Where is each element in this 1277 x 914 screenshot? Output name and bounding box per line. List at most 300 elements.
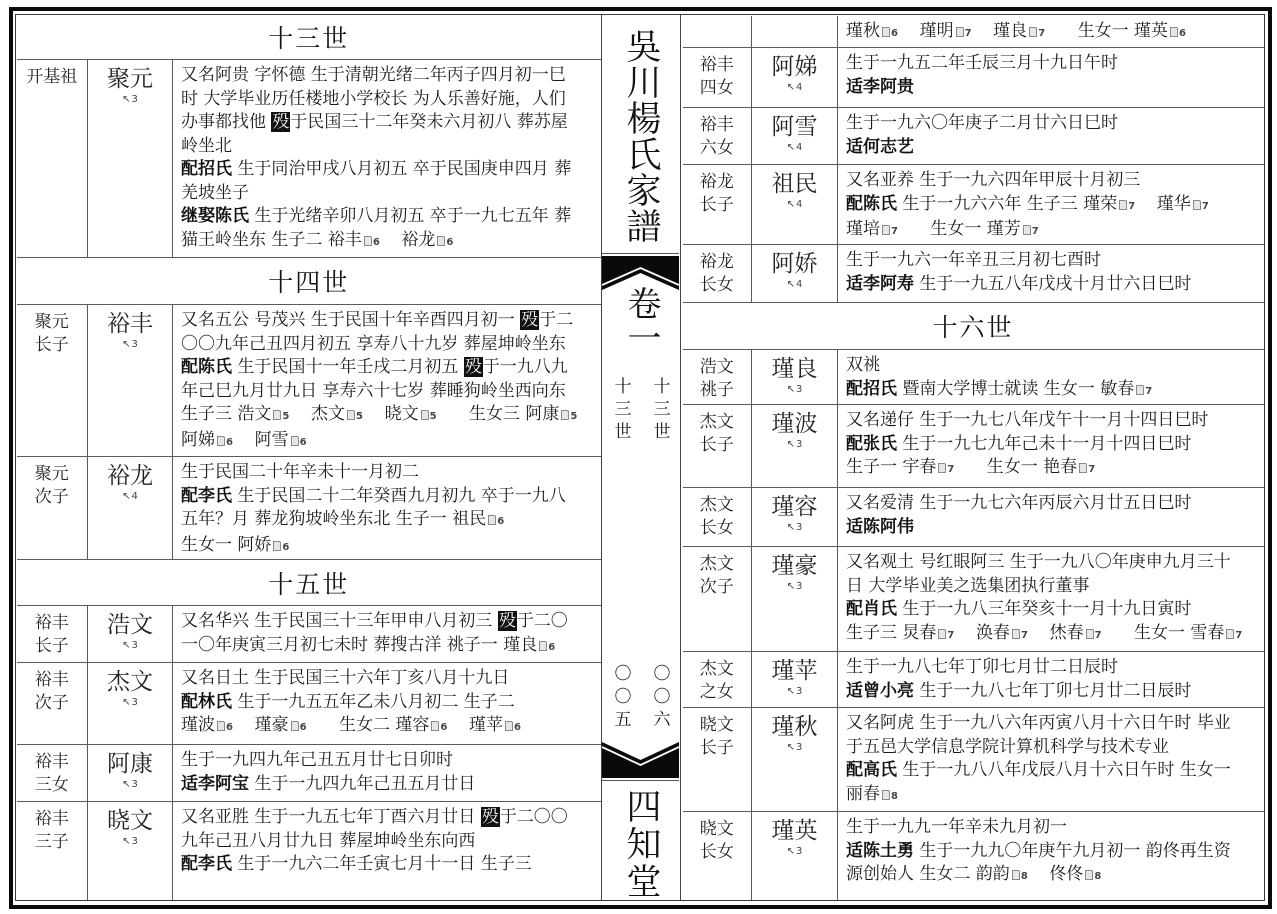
page-reference	[954, 21, 972, 41]
page-ref-icon	[488, 515, 496, 525]
relation-line: 杰文	[699, 412, 734, 432]
detail-cell	[838, 652, 1264, 707]
relation-line: 三子	[34, 832, 69, 852]
spouse-name: 继娶陈氏	[181, 206, 249, 226]
relation-cell	[683, 16, 753, 48]
relation-line: 裕丰	[34, 613, 69, 633]
entry-text: 生于一九四九年己丑五月廿七日卯时	[181, 750, 453, 770]
page-reference	[1224, 623, 1242, 643]
detail-line	[846, 575, 1260, 599]
detail-line	[846, 863, 1260, 889]
back-reference	[88, 339, 172, 350]
detail-line	[181, 667, 597, 691]
generation-label: 十三世	[268, 24, 350, 54]
detail-line	[181, 158, 597, 182]
page-ref-icon	[1193, 200, 1201, 210]
entry-text: 瑾秋	[846, 20, 880, 41]
back-reference	[752, 279, 837, 290]
entry-text: 又名华兴 生于民国三十三年甲申八月初三	[181, 611, 498, 631]
relation-cell	[17, 802, 89, 900]
page-reference	[435, 230, 453, 250]
relation-line: 长女	[699, 518, 734, 538]
entry-text: 生于一九五五年乙未八月初二 生子二	[232, 691, 515, 712]
entry-text: 生于一九六〇年庚子二月廿六日巳时	[846, 113, 1118, 133]
relation-line: 杰文	[699, 495, 734, 515]
page-ref-number: 8	[1094, 871, 1102, 882]
relation-cell	[683, 48, 753, 107]
detail-line	[846, 736, 1260, 760]
relation-line: 裕丰	[699, 115, 734, 135]
relation-line: 长女	[699, 842, 734, 862]
page-reference	[215, 430, 233, 450]
page-reference	[880, 784, 898, 804]
spouse-name: 配招氏	[846, 378, 897, 399]
page-ref-icon	[1012, 629, 1020, 639]
top-chevron-band-icon	[602, 256, 679, 290]
back-ref-number: 3	[131, 697, 138, 708]
page-ref-number: 5	[356, 411, 363, 422]
relation-cell	[17, 606, 89, 662]
back-ref-number: 3	[131, 779, 138, 790]
name-cell	[88, 60, 173, 257]
entry-text: 生于光绪辛卯八月初五 卒于一九七五年 葬	[249, 206, 572, 226]
entry-text: 于五邑大学信息学院计算机科学与技术专业	[846, 736, 1169, 757]
back-ref-arrow-icon: ↖	[122, 491, 131, 502]
entry-text: 丽春	[846, 783, 880, 804]
spouse-name: 适陈土勇	[846, 840, 914, 861]
page-ref-icon	[1119, 200, 1127, 210]
entry-text: 裕龙	[379, 229, 436, 250]
detail-line	[846, 840, 1260, 864]
entry-text: 阿雪	[232, 429, 289, 450]
generation-header	[17, 258, 602, 305]
detail-line	[846, 218, 1260, 244]
back-ref-number: 3	[796, 742, 803, 753]
relation-line: 裕丰	[34, 670, 69, 690]
spouse-name: 适李阿寿	[846, 273, 914, 294]
detail-cell	[838, 547, 1264, 651]
detail-line	[181, 508, 597, 534]
member-entry	[17, 663, 602, 745]
entry-text: 〇〇九年己丑四月初五 享寿八十九岁 葬屋坤岭坐东	[181, 333, 566, 354]
page-reference	[1077, 457, 1095, 477]
relation-cell	[17, 457, 89, 559]
detail-line	[181, 182, 597, 206]
page-ref-number: 7	[1088, 464, 1096, 475]
spouse-name: 配招氏	[181, 159, 232, 179]
spouse-name: 适何志艺	[846, 136, 914, 157]
spouse-name: 配李氏	[181, 854, 232, 874]
back-reference	[752, 742, 837, 753]
detail-line	[846, 112, 1260, 136]
entry-text: 瑾明	[897, 20, 954, 41]
spouse-name: 适李阿宝	[181, 773, 249, 794]
back-ref-number: 3	[131, 339, 138, 350]
relation-cell	[17, 663, 89, 744]
page-ref-icon	[561, 410, 569, 420]
page-ref-icon	[938, 629, 946, 639]
member-entry	[683, 350, 1264, 405]
page-reference	[429, 715, 447, 735]
back-reference	[752, 686, 837, 697]
detail-line	[846, 680, 1260, 704]
back-reference	[752, 384, 837, 395]
page-ref-icon	[539, 641, 547, 651]
member-name: 晓文	[107, 808, 153, 834]
entry-text: 于一九八九	[482, 357, 568, 377]
relation-cell	[683, 108, 753, 164]
name-cell	[752, 350, 838, 404]
entry-text: 又名爱清 生于一九七六年丙辰六月廿五日巳时	[846, 493, 1192, 513]
page-reference	[345, 404, 363, 424]
right-page-table	[683, 16, 1264, 900]
back-ref-arrow-icon: ↖	[786, 82, 795, 93]
entry-text: 生于一九八七年丁卯七月廿二日辰时	[846, 657, 1118, 677]
page-ref-number: 5	[429, 411, 437, 422]
page-ref-number: 6	[891, 27, 898, 39]
page-reference	[271, 404, 289, 424]
detail-line	[846, 20, 1260, 46]
back-ref-number: 3	[796, 384, 803, 395]
page-ref-number: 6	[372, 236, 380, 248]
page-reference	[936, 457, 954, 477]
entry-text: 佟佟	[1027, 864, 1084, 884]
name-cell	[752, 488, 838, 546]
back-ref-arrow-icon: ↖	[122, 339, 131, 350]
back-ref-number: 3	[796, 581, 803, 592]
page-reference	[1117, 194, 1135, 214]
back-ref-arrow-icon: ↖	[122, 779, 131, 790]
relation-line: 聚元	[34, 464, 69, 484]
page-ref-number: 7	[1094, 629, 1102, 641]
relation-line: 次子	[34, 693, 69, 713]
page-reference	[1191, 194, 1209, 214]
member-entry	[683, 405, 1264, 488]
detail-line	[846, 273, 1260, 297]
entry-text: 双祧	[846, 355, 880, 375]
page-ref-icon	[938, 463, 946, 473]
entry-text: 时 大学毕业历任楼地小学校长 为人乐善好施，人们	[181, 88, 566, 109]
name-cell	[88, 745, 173, 801]
entry-text: 办事都找他	[181, 112, 272, 132]
back-ref-arrow-icon: ↖	[122, 697, 131, 708]
page-reference	[1083, 864, 1101, 884]
back-ref-number: 3	[131, 836, 138, 847]
back-ref-arrow-icon: ↖	[786, 279, 795, 290]
detail-line	[181, 853, 597, 877]
member-name: 瑾苹	[771, 658, 818, 684]
relation-cell	[683, 547, 753, 651]
detail-line	[846, 378, 1260, 404]
page-reference	[1021, 219, 1039, 239]
page-ref-icon	[882, 225, 890, 235]
page-ref-icon	[1086, 629, 1094, 639]
detail-line	[846, 169, 1260, 193]
member-entry	[17, 606, 602, 663]
page-ref-number: 7	[1031, 226, 1039, 237]
page-ref-icon	[1136, 385, 1144, 395]
detail-line	[846, 433, 1260, 457]
page-ref-number: 6	[548, 641, 556, 653]
detail-line	[846, 783, 1260, 809]
entry-text: 生子三 浩文	[181, 404, 272, 424]
page-reference	[1134, 379, 1152, 399]
name-cell	[88, 802, 173, 900]
member-entry	[17, 60, 602, 258]
relation-line: 裕龙	[699, 252, 734, 272]
entry-text: 又名观土 号红眼阿三 生于一九八〇年庚申九月三十	[846, 552, 1231, 572]
entry-text: 瑾华	[1135, 193, 1191, 214]
page-ref-icon	[431, 721, 439, 731]
detail-cell	[838, 48, 1264, 107]
entry-text: 生于一九八三年癸亥十一月十九日寅时	[897, 599, 1192, 619]
detail-cell	[173, 457, 601, 559]
detail-cell	[838, 16, 1264, 48]
back-ref-arrow-icon: ↖	[786, 439, 795, 450]
detail-line	[181, 64, 597, 88]
entry-text: 生于一九四九年己丑五月廿日	[249, 773, 476, 794]
relation-cell	[17, 60, 89, 257]
back-reference	[88, 94, 172, 105]
back-reference	[88, 836, 172, 847]
detail-line	[846, 249, 1260, 273]
left-generation-marker: 十三世	[610, 376, 631, 444]
member-name: 浩文	[107, 612, 153, 638]
page-ref-number: 7	[1128, 200, 1136, 212]
entry-text: 生于一九八八年戊辰八月十六日午时 生女一	[897, 760, 1231, 780]
back-reference	[88, 697, 172, 708]
entry-text: 岭坐北	[181, 135, 232, 156]
member-name: 祖民	[771, 171, 818, 197]
spouse-name: 适李阿贵	[846, 76, 914, 97]
page-ref-number: 8	[1020, 871, 1028, 882]
relation-line: 裕龙	[699, 172, 734, 192]
detail-cell	[173, 745, 601, 801]
page-reference	[537, 635, 555, 655]
relation-line: 晓文	[699, 819, 734, 839]
detail-line	[846, 409, 1260, 433]
back-ref-number: 3	[796, 686, 803, 697]
entry-text: 一〇年庚寅三月初七未时 葬搜古洋 祧子一 瑾良	[181, 634, 538, 655]
detail-line	[181, 610, 597, 634]
entry-text: 生于同治甲戌八月初五 卒于民国庚申四月 葬	[232, 159, 572, 179]
detail-cell	[173, 802, 601, 900]
spouse-name: 适陈阿伟	[846, 516, 914, 537]
member-entry	[17, 305, 602, 457]
page-ref-number: 6	[446, 236, 454, 248]
member-name: 瑾良	[771, 356, 818, 382]
relation-line: 开基祖	[26, 67, 78, 87]
member-name: 阿娇	[771, 251, 818, 277]
entry-text: 生于一九六一年辛丑三月初七酉时	[846, 250, 1101, 270]
entry-text: 生于一九五二年壬辰三月十九日午时	[846, 53, 1118, 73]
member-entry	[683, 108, 1264, 165]
back-ref-number: 3	[796, 522, 803, 533]
detail-line	[181, 691, 597, 715]
detail-line	[846, 354, 1260, 378]
member-entry	[683, 812, 1264, 900]
page-ref-icon	[217, 436, 225, 446]
member-name: 瑾秋	[771, 714, 818, 740]
page-ref-number: 6	[440, 722, 448, 733]
page-ref-icon	[364, 236, 372, 246]
member-name: 瑾容	[771, 494, 818, 520]
entry-text: 烋春	[1027, 622, 1084, 643]
back-ref-arrow-icon: ↖	[122, 836, 131, 847]
entry-text: 暨南大学博士就读 生女一 敏春	[897, 378, 1135, 399]
page-reference	[289, 715, 307, 735]
relation-line: 次子	[34, 487, 69, 507]
entry-text: 生于一九九一年辛未九月初一	[846, 817, 1067, 837]
page-reference	[362, 230, 380, 250]
page-ref-icon	[1023, 225, 1031, 235]
name-cell	[88, 663, 173, 744]
entry-text: 瑾苹	[447, 715, 503, 735]
back-ref-arrow-icon: ↖	[786, 742, 795, 753]
entry-text: 瑾良	[971, 20, 1028, 41]
spouse-name: 配张氏	[846, 433, 897, 454]
page-reference	[936, 623, 954, 643]
spouse-name: 配陈氏	[846, 193, 897, 214]
detail-cell	[838, 165, 1264, 244]
name-cell	[752, 708, 838, 811]
name-cell	[752, 48, 838, 107]
back-reference	[752, 846, 837, 857]
detail-line	[181, 806, 597, 830]
relation-line: 杰文	[699, 554, 734, 574]
entry-text: 生于民国二十年辛未十一月初二	[181, 462, 419, 482]
relation-line: 祧子	[699, 380, 734, 400]
detail-line	[846, 551, 1260, 575]
back-reference	[752, 581, 837, 592]
relation-line: 聚元	[34, 312, 69, 332]
relation-cell	[683, 350, 753, 404]
member-name: 聚元	[107, 66, 153, 92]
entry-text: 阿娣	[181, 429, 215, 450]
page-reference	[215, 715, 233, 735]
page-reference	[1084, 623, 1102, 643]
page-ref-number: 7	[947, 464, 955, 475]
relation-line: 之女	[699, 682, 734, 702]
back-reference	[752, 439, 837, 450]
page-ref-icon	[505, 721, 513, 731]
entry-text: 生于民国十一年壬戌二月初五	[232, 357, 464, 377]
detail-cell	[838, 245, 1264, 302]
entry-text: 又名亚胜 生于一九五七年丁酉六月廿日	[181, 807, 481, 827]
entry-text: 生于一九七九年己未十一月十四日巳时	[897, 433, 1192, 454]
entry-text: 又名递仔 生于一九七八年戊午十一月十四日巳时	[846, 410, 1209, 430]
relation-line: 长子	[34, 636, 69, 656]
book-spine	[601, 14, 681, 901]
back-reference	[88, 640, 172, 651]
entry-text: 于二〇〇	[499, 807, 568, 827]
entry-text: 瑾培	[846, 219, 880, 239]
relation-cell	[683, 488, 753, 546]
detail-line	[846, 816, 1260, 840]
relation-line: 三女	[34, 775, 69, 795]
detail-line	[181, 749, 597, 773]
page-ref-number: 5	[570, 411, 578, 422]
page-ref-number: 6	[282, 541, 290, 553]
member-entry	[683, 652, 1264, 708]
relation-line: 长子	[699, 435, 734, 455]
detail-cell	[173, 663, 601, 744]
detail-line	[181, 88, 597, 112]
entry-text: 瑾波	[181, 715, 215, 735]
relation-line: 浩文	[699, 357, 734, 377]
relation-line: 晓文	[699, 715, 734, 735]
relation-line: 裕丰	[34, 752, 69, 772]
detail-line	[846, 712, 1260, 736]
detail-cell	[838, 405, 1264, 487]
page-ref-number: 6	[226, 722, 233, 733]
entry-text: 五年？月 葬龙狗坡岭坐东北 生子一 祖民	[181, 509, 487, 529]
detail-line	[181, 205, 597, 229]
detail-line	[181, 333, 597, 357]
spouse-name: 配林氏	[181, 691, 232, 712]
entry-text: 又名日土 生于民国三十六年丁亥八月十九日	[181, 668, 510, 688]
member-entry	[683, 708, 1264, 812]
relation-cell	[683, 405, 753, 487]
member-name: 裕丰	[107, 311, 153, 337]
left-page-number: 〇〇五	[610, 663, 631, 733]
deceased-marker: 殁	[464, 357, 482, 377]
member-entry	[17, 457, 602, 560]
page-ref-number: 7	[1038, 27, 1046, 39]
page-ref-icon	[273, 410, 281, 420]
relation-line: 长子	[699, 738, 734, 758]
name-cell	[88, 457, 173, 559]
page-ref-icon	[882, 27, 890, 37]
page-ref-icon	[347, 410, 355, 420]
deceased-marker: 殁	[498, 611, 516, 631]
generation-label: 十六世	[932, 313, 1014, 342]
page-ref-number: 6	[299, 436, 307, 448]
member-name: 瑾波	[771, 411, 818, 437]
entry-text: 生女三 阿康	[436, 404, 560, 424]
entry-text: 源创始人 生女二 韵韵	[846, 864, 1010, 884]
member-entry	[17, 745, 602, 802]
page-ref-icon	[1079, 463, 1087, 473]
entry-text: 生女二 瑾容	[306, 715, 430, 735]
back-reference	[752, 82, 837, 93]
member-entry	[683, 245, 1264, 303]
back-ref-arrow-icon: ↖	[786, 199, 795, 210]
page-ref-number: 7	[891, 226, 898, 237]
back-ref-number: 4	[131, 491, 138, 502]
member-name: 裕龙	[107, 463, 153, 489]
page-reference	[880, 219, 898, 239]
member-entry	[683, 547, 1264, 652]
name-cell	[752, 547, 838, 651]
detail-line	[181, 714, 597, 740]
back-ref-arrow-icon: ↖	[786, 142, 795, 153]
entry-text: 生于一九六六年 生子三 瑾荣	[897, 193, 1118, 214]
page-ref-number: 6	[226, 436, 233, 448]
page-ref-number: 7	[1145, 385, 1153, 397]
left-page-table	[17, 16, 602, 900]
detail-line	[181, 403, 597, 429]
page-ref-icon	[1085, 870, 1093, 880]
relation-line: 长子	[699, 195, 734, 215]
detail-line	[846, 622, 1260, 648]
relation-cell	[683, 245, 753, 302]
detail-cell	[838, 708, 1264, 811]
member-name: 瑾豪	[771, 553, 818, 579]
page-ref-icon	[1029, 27, 1037, 37]
detail-line	[181, 485, 597, 509]
generation-header	[17, 16, 602, 61]
